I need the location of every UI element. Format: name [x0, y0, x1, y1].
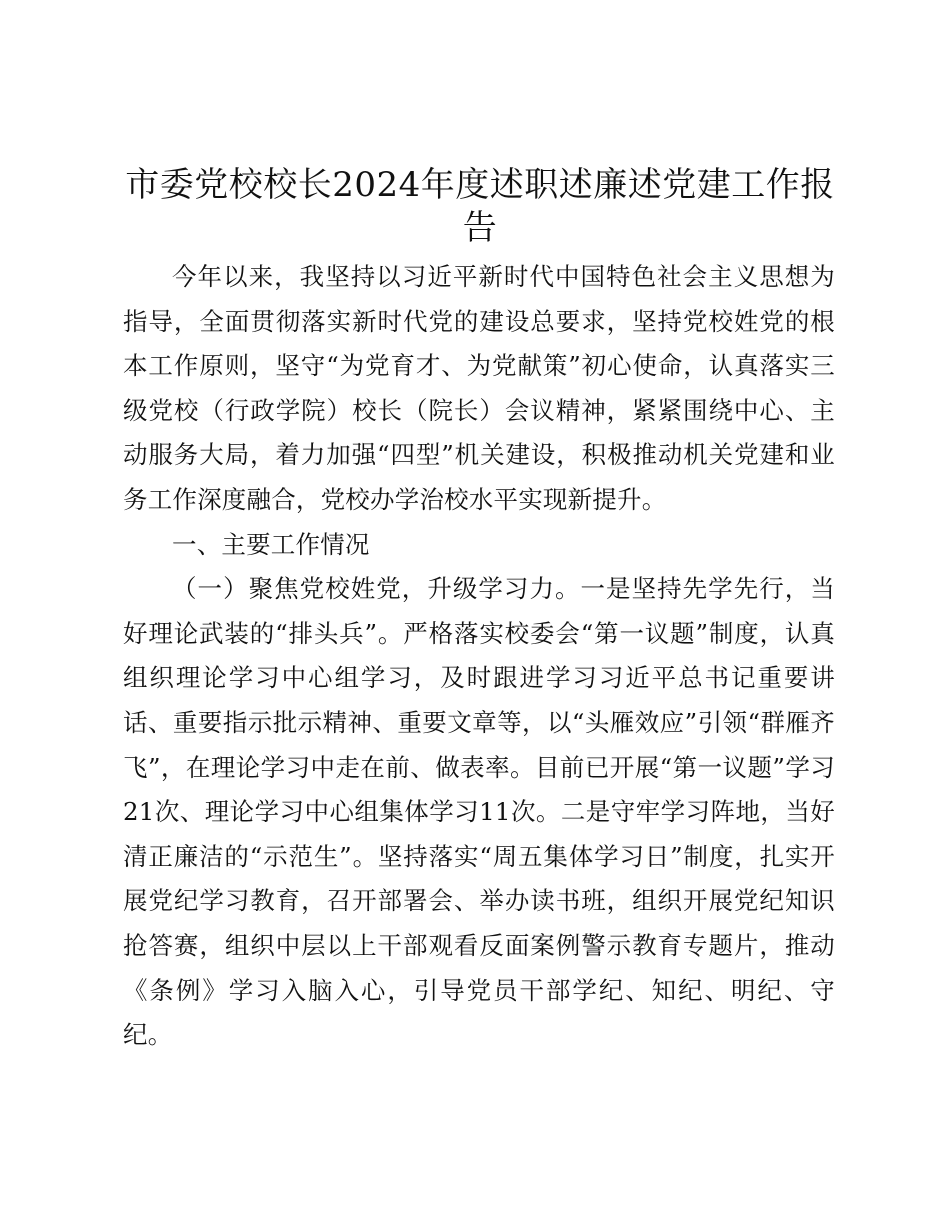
subsection-body-1: 一是坚持先学先行，当好理论武装的“排头兵”。严格落实校委会“第一议题”制度，认真组织理论学习中心组学习，及时跟进学习习近平总书记重要讲话、重要指示批示精神、重要文章等，以“头雁效应”引领“群雁齐飞”，在理论学习中走在前、做表率。目前已开展“第一议题”学习21次、理论学习中心组集体学习11次。二是守牢学习阵地，当好清正廉洁的“示范生”。坚持落实“周五集体学习日”制度，扎实开展党纪学习教育，召开部署会、举办读书班，组织开展党纪知识抢答赛，组织中层以上干部观看反面案例警示教育专题片，推动《条例》学习入脑入心，引导党员干部学纪、知纪、明纪、守纪。	[123, 574, 836, 1050]
intro-paragraph: 今年以来，我坚持以习近平新时代中国特色社会主义思想为指导，全面贯彻落实新时代党的建设总要求，坚持党校姓党的根本工作原则，坚守“为党育才、为党献策”初心使命，认真落实三级党校（行政学院）校长（院长）会议精神，紧紧围绕中心、主动服务大局，着力加强“四型”机关建设，积极推动机关党建和业务工作深度融合，党校办学治校水平实现新提升。	[123, 262, 835, 514]
section-heading-main-work: 一、主要工作情况	[172, 529, 370, 559]
document-body	[123, 255, 835, 1058]
subsection-paragraph-1	[123, 567, 835, 1058]
document-title: 市委党校校长2024年度述职述廉述党建工作报告	[125, 165, 835, 248]
subsection-heading-1: （一）聚焦党校姓党，升级学习力。	[172, 574, 581, 604]
